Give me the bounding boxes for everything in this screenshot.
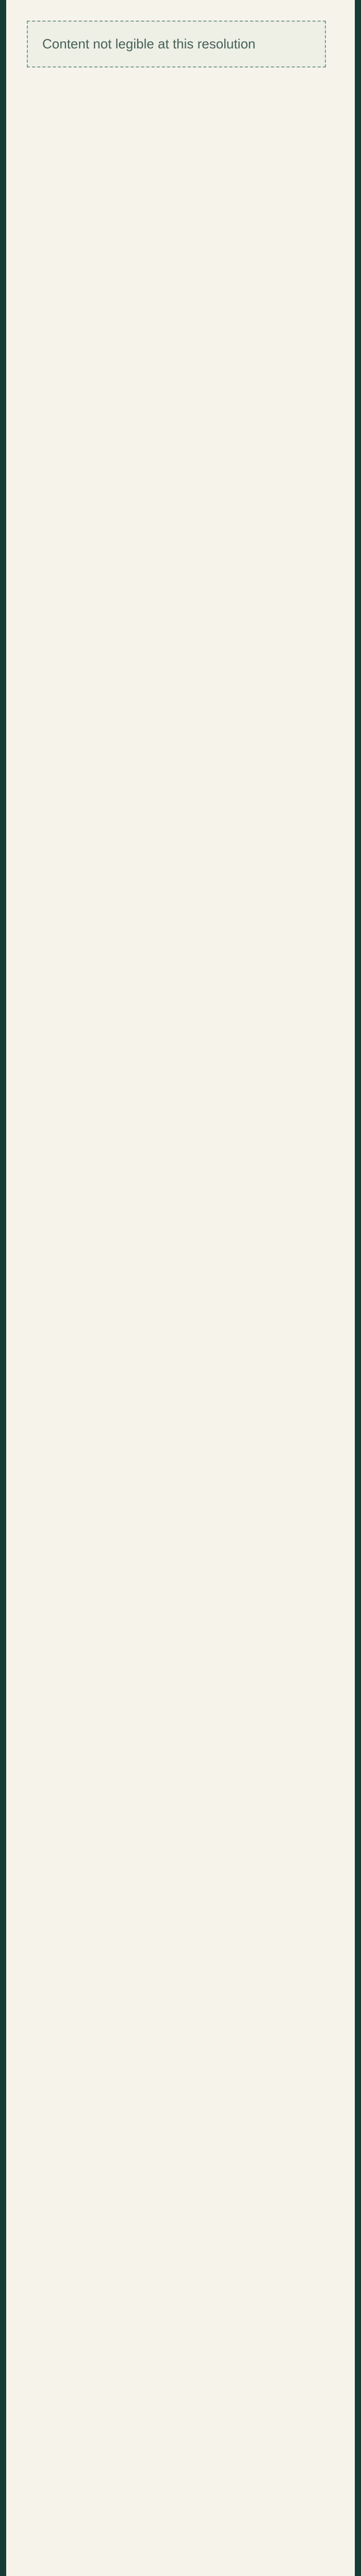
placeholder-panel: Content not legible at this resolution <box>27 21 326 67</box>
